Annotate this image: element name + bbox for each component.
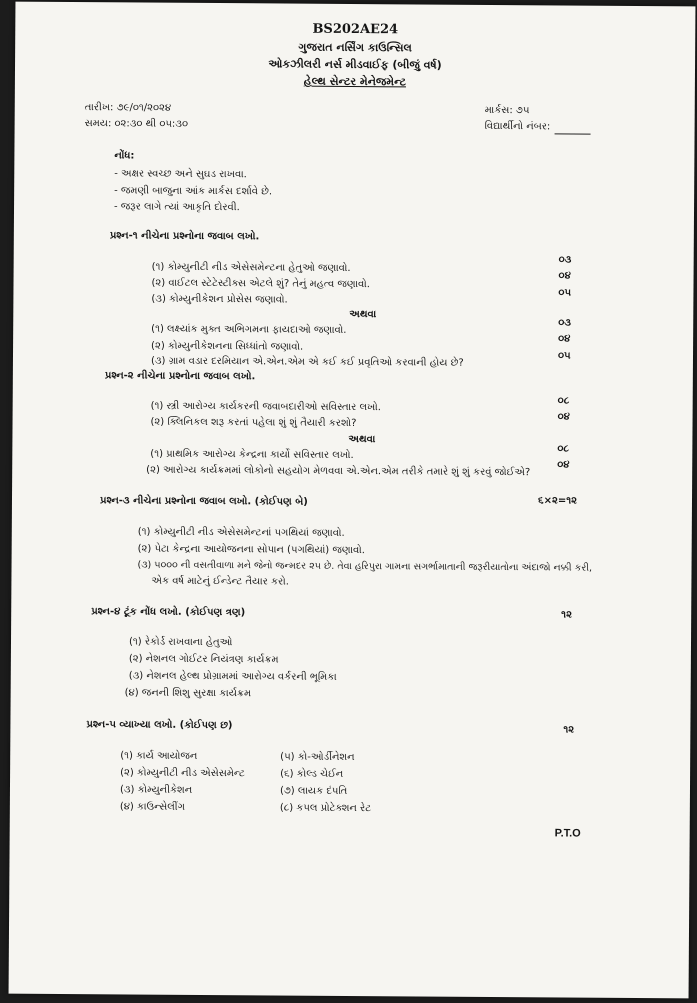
q1-title: પ્રશ્ન-૧ નીચેના પ્રશ્નોના જવાબ લખો. [109, 230, 260, 243]
note-item: - અક્ષર સ્વચ્છ અને સુઘડ રાખવા. [114, 168, 247, 181]
q1-item: (૨) વાઈટલ સ્ટેટેસ્ટીક્સ એટલે શું? તેનું મહત્વ જણાવો. [151, 277, 371, 291]
q5-left-item: (૪) કાઉન્સેલીંગ [119, 801, 185, 813]
q5-left-item: (૨) કોમ્યુનીટી નીડ એસેસમેન્ટ [120, 767, 245, 780]
q2-item: (૧) સ્ત્રી આરોગ્ય કાર્યકરની જવાબદારીઓ સવિસ્તાર લખો. [150, 400, 381, 414]
q5-right-item: (૫) કો-ઓર્ડીનેશન [280, 751, 355, 764]
q2-alt-item: (૧) પ્રાથમિક આરોગ્ય કેન્દ્રના કાર્યો સવિસ્તાર લખો. [150, 448, 354, 462]
q4-item: (૧) રેકોર્ડ રાખવાના હેતુઓ [128, 636, 233, 649]
q4-title: પ્રશ્ન-૪ ટૂંક નોંધ લખો. (કોઈપણ ત્રણ) [91, 606, 246, 619]
paper-code: BS202AE24 [312, 21, 399, 38]
q2-item-marks: ૦૪ [557, 411, 570, 423]
q5-title: પ્રશ્ન-૫ વ્યાખ્યા લખો. (કોઈપણ છ) [86, 719, 233, 732]
seat-number-label: વિદ્યાર્થીનો નંબર: [484, 120, 551, 133]
q1-or-label: અથવા [349, 308, 377, 321]
q1-item-marks: ૦૫ [558, 287, 572, 299]
q1-item-marks: ૦૩ [558, 254, 572, 266]
total-marks: માર્કસ: ૭૫ [484, 104, 530, 117]
q1-item: (૧) કોમ્યુનીટી નીડ એસેસમેન્ટના હેતુઓ જણાવો. [151, 261, 351, 274]
seat-number-blank [555, 133, 591, 134]
q2-item: (૨) ક્લિનિકલ શરૂ કરતાં પહેલા શું શું તૈયારી કરશો? [150, 416, 357, 430]
q5-left-item: (૧) કાર્ય આયોજન [120, 750, 198, 762]
note-item: - જમણી બાજુના આંક માર્કસ દર્શાવે છે. [114, 185, 273, 198]
q5-right-item: (૭) લાયક દંપતિ [279, 785, 348, 797]
q4-item: (૩) નેશનલ હેલ્થ પ્રોગ્રામમાં આરોગ્ય વર્કરની ભૂમિકા [128, 670, 337, 683]
q3-item-continued: એક વર્ષ માટેનું ઈન્ડેન્ટ તૈયાર કરો. [151, 575, 289, 588]
q2-title: પ્રશ્ન-૨ નીચેના પ્રશ્નોના જવાબ લખો. [104, 370, 256, 383]
pto-label: P.T.O [554, 827, 581, 840]
exam-date: તારીખ: ૭૯/૦૧/૨૦૨૪ [84, 102, 172, 114]
q1-item: (૩) કોમ્યુનીકેશન પ્રોસેસ જણાવો. [151, 293, 288, 306]
q5-left-item: (૩) કોમ્યુનીકેશન [119, 784, 193, 796]
q1-alt-item-marks: ૦૫ [557, 350, 571, 362]
q2-alt-item-marks: ૦૮ [557, 443, 569, 455]
q1-alt-item-marks: ૦૩ [558, 317, 571, 329]
q1-item-marks: ૦૪ [558, 270, 571, 282]
note-item: - જરૂર લાગે ત્યાં આકૃતિ દોરવી. [114, 201, 240, 214]
q3-title: પ્રશ્ન-૩ નીચેના પ્રશ્નોના જવાબ લખો. (કોઈપણ બે) [99, 495, 308, 508]
council-name: ગુજરાત નર્સિંગ કાઉન્સિલ [298, 40, 412, 55]
q2-alt-item-marks: ૦૪ [557, 459, 570, 471]
q4-item: (૪) જનની શિશુ સુરક્ષા કાર્યક્રમ [124, 687, 252, 700]
q1-alt-item: (૨) કોમ્યુનીકેશનના સિધ્ધાંતો જણાવો. [151, 340, 304, 353]
q5-right-item: (૮) કપલ પ્રોટેક્શન રેટ [279, 802, 372, 815]
q5-marks: ૧૨ [563, 724, 575, 736]
exam-paper [9, 2, 696, 999]
q3-item: (૩) ૫૦૦૦ ની વસતીવાળા મને જેનો જન્મદર ૨૫ છે. તેવા હરિપુરા ગામના સગર્ભામાતાની જરૂરીયાતોના અંદાજો નક્કી કરી, [137, 559, 593, 574]
q2-alt-item: (૨) આરોગ્ય કાર્યક્રમમાં લોકોનો સહયોગ મેળવવા એ.એન.એમ તરીકે તમારે શું શું કરવું જોઈએ? [146, 464, 531, 479]
course-name: ઓકઝીલરી નર્સ મીડવાઈફ (બીજું વર્ષ) [268, 57, 442, 72]
q1-alt-item: (૩) ગ્રામ વડાર દરમિયાન એ.એન.એમ એ કઈ કઈ પ્રવૃતિઓ કરવાની હોય છે? [150, 355, 464, 369]
q5-right-item: (૬) કોલ્ડ ચેઈન [280, 768, 344, 780]
q2-or-label: અથવા [348, 433, 376, 446]
exam-time: સમય: ૦૨:૩૦ થી ૦૫:૩૦ [84, 118, 189, 130]
q4-item: (૨) નેશનલ ગોઈટર નિયંત્રણ કાર્યક્રમ [128, 653, 279, 666]
q3-item: (૧) કોમ્યુનીટી નીડ એસેસમેન્ટનાં પગથિયાં જણાવો. [137, 526, 345, 539]
q3-item: (૨) પેટા કેન્દ્રના આયોજનના સોપાન (પગથિયાં) જણાવો. [137, 543, 365, 557]
q2-item-marks: ૦૮ [557, 395, 570, 407]
q3-marks: ૬×૨=૧૨ [537, 495, 578, 507]
q1-alt-item-marks: ૦૪ [558, 333, 571, 345]
q4-marks: ૧૨ [561, 609, 573, 621]
notes-title: નોંધ: [114, 150, 135, 162]
subject-name: હેલ્થ સેન્ટર મેનેજમેન્ટ [303, 74, 407, 89]
q1-alt-item: (૧) લક્ષ્યાંક મુક્ત અભિગમના ફાયદાઓ જણાવો. [151, 323, 347, 336]
